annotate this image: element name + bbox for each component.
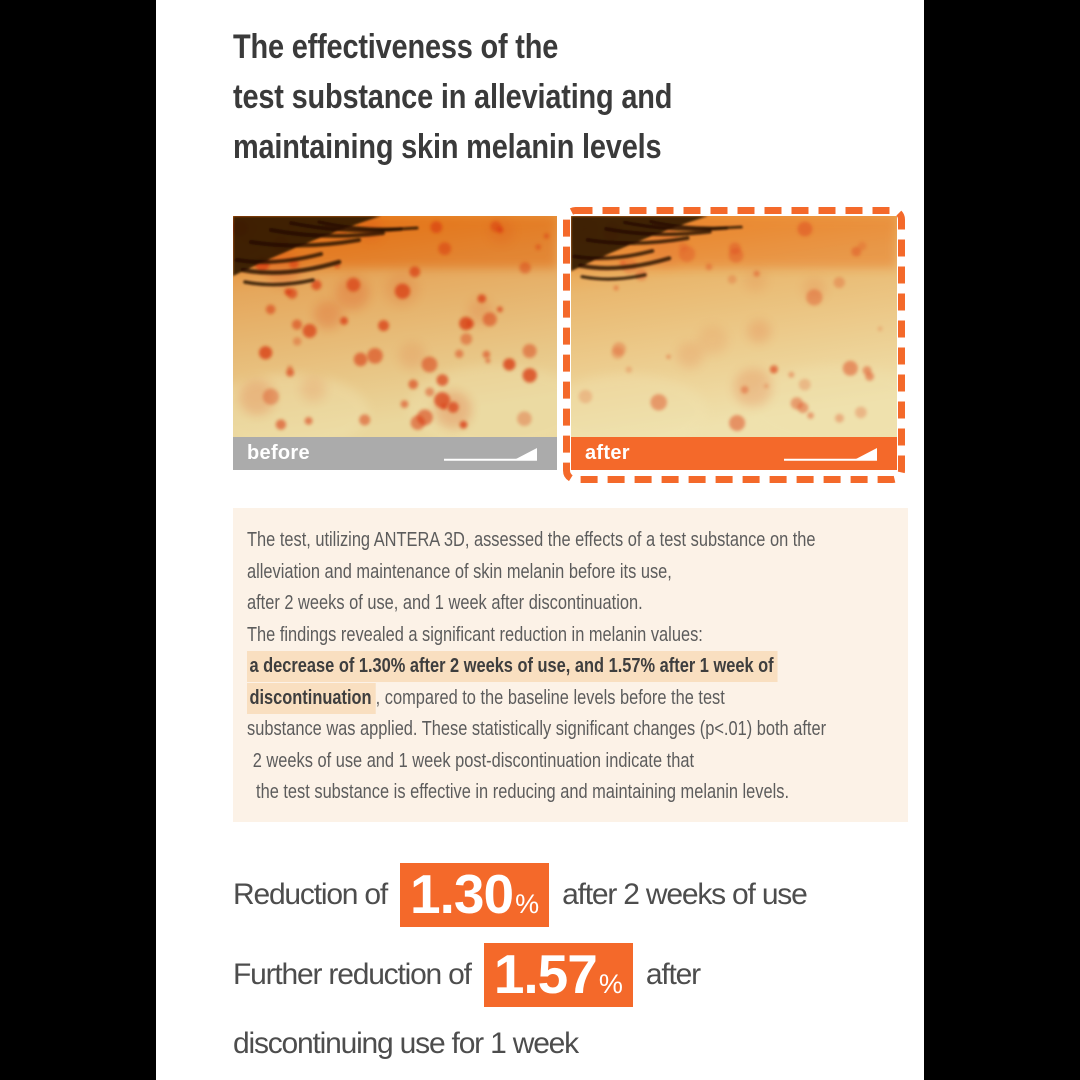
content-area (156, 0, 924, 1080)
stat1-suffix: after 2 weeks of use (562, 878, 807, 911)
page-title (233, 22, 672, 172)
test-description-box (233, 508, 908, 822)
desc-line: The findings revealed a significant reduction in melanin values: (247, 623, 703, 646)
desc-line: the test substance is effective in reducing and maintaining melanin levels. (256, 781, 790, 803)
desc-line: 2 weeks of use and 1 week post-discontinuation indicate that (252, 749, 695, 772)
page-title-line2: test substance in alleviating and (233, 78, 673, 116)
desc-line: substance was applied. These statistically significant changes (p<.01) both after (247, 718, 827, 740)
after-label: after (585, 442, 630, 464)
page-title-line1: The effectiveness of the (233, 28, 559, 66)
desc-line: alleviation and maintenance of skin melanin before its use, (247, 560, 672, 583)
stat2-prefix: Further reduction of (233, 958, 471, 991)
stat-row-2 (233, 943, 700, 1007)
stat2-suffix: after (645, 958, 700, 991)
stat2-unit: % (598, 969, 623, 999)
stat-row-3 (233, 1024, 578, 1064)
desc-line-mixed (247, 683, 789, 715)
desc-line: The test, utilizing ANTERA 3D, assessed the effects of a test substance on the (247, 529, 816, 551)
before-panel (233, 216, 557, 470)
stat2-value-badge (484, 943, 633, 1007)
stat1-prefix: Reduction of (233, 878, 388, 911)
stat2-value: 1.57 (493, 943, 597, 1005)
stat1-value-badge (400, 863, 549, 927)
before-label: before (247, 442, 310, 464)
page-title-line3: maintaining skin melanin levels (233, 128, 662, 166)
scale-indicator-icon (444, 447, 539, 461)
highlighted-result-word: discontinuation (247, 683, 376, 714)
before-skin-photo (233, 216, 557, 437)
before-label-bar (233, 437, 557, 470)
desc-line: after 2 weeks of use, and 1 week after discontinuation. (247, 592, 643, 614)
stat-row-1 (233, 863, 807, 927)
stat1-unit: % (515, 889, 540, 919)
after-label-bar (571, 437, 897, 470)
scale-indicator-icon (784, 447, 879, 461)
after-skin-photo (571, 216, 897, 437)
desc-line-rest: , compared to the baseline levels before the test (375, 686, 725, 709)
highlighted-result-text: a decrease of 1.30% after 2 weeks of use, and 1.57% after 1 week of (247, 651, 778, 682)
stat2-continuation: discontinuing use for 1 week (233, 1027, 578, 1060)
stat1-value: 1.30 (410, 863, 514, 925)
desc-line-highlight (247, 651, 789, 683)
after-panel (571, 216, 897, 470)
